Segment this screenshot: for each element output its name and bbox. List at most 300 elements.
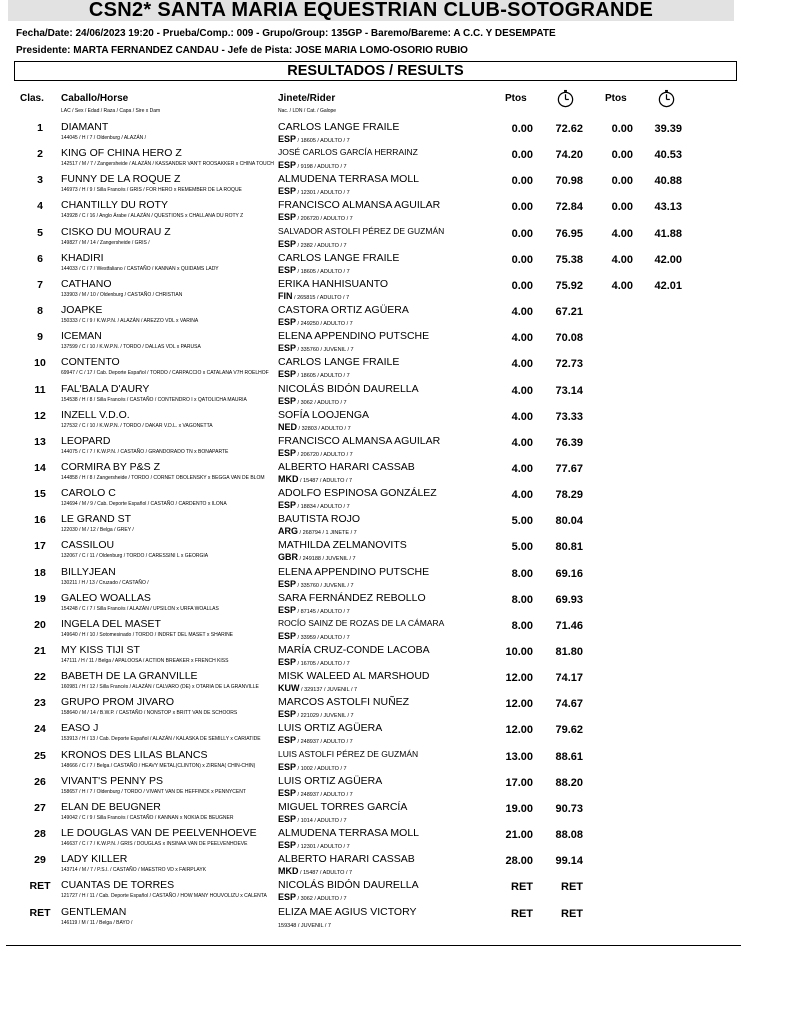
rider-license: / 32803 / ADULTO / 7 — [298, 425, 351, 432]
horse-details: 122030 / M / 12 / Belga / GREY / — [61, 527, 134, 534]
horse-details: 149640 / H / 10 / Sotomesinado / TORDO / INDRET DEL MASET x SHARINE — [61, 631, 234, 638]
round1-points: 8.00 — [511, 593, 533, 606]
horse-details: 150333 / C / 9 / K.W.P.N. / ALAZÁN / AREZZO VDL x VARINA — [61, 318, 199, 325]
rider-license: / 18834 / ADULTO / 7 — [297, 504, 350, 511]
jumpoff-points: 0.00 — [611, 201, 633, 214]
horse-name: EASO J — [61, 722, 99, 735]
round1-points: 5.00 — [511, 541, 533, 554]
horse-name: KING OF CHINA HERO Z — [61, 147, 182, 160]
rider-details — [278, 683, 357, 693]
rider-details — [278, 919, 331, 929]
round1-time: 72.84 — [555, 201, 583, 214]
horse-details: 147111 / H / 11 / Belga / APALOOSA / ACTION BREAKER x FRENCH KISS — [61, 658, 229, 664]
horse-name: ICEMAN — [61, 330, 102, 343]
rank: 28 — [34, 828, 46, 841]
horse-name: GALEO WOALLAS — [61, 591, 151, 604]
rider-name: MATHILDA ZELMANOVITS — [278, 539, 407, 552]
round1-points: 0.00 — [511, 201, 533, 214]
round1-points: 0.00 — [511, 227, 533, 240]
rider-name: SALVADOR ASTOLFI PÉREZ DE GUZMÁN — [278, 225, 445, 236]
table-row — [0, 434, 800, 460]
rider-license: / 268794 / 1 JINETE / 7 — [299, 530, 357, 537]
rider-details — [278, 892, 347, 902]
rider-license: / 18605 / ADULTO / 7 — [297, 138, 350, 144]
horse-details: 144858 / H / 8 / Zangersheide / TORDO / CORNET OBOLENSKY x BEGGA VAN DE BLOM — [61, 474, 265, 481]
rank: RET — [29, 906, 51, 919]
jumpoff-time: 42.00 — [654, 253, 682, 266]
round1-points: 8.00 — [511, 567, 533, 580]
round1-points: 13.00 — [505, 750, 533, 763]
rider-nation: ESP — [278, 657, 297, 667]
rider-name: MARÍA CRUZ-CONDE LACOBA — [278, 644, 430, 656]
rider-license: / 249188 / JUVENIL / 7 — [299, 556, 356, 563]
horse-name: KRONOS DES LILAS BLANCS — [61, 748, 208, 761]
round1-points: 4.00 — [511, 436, 533, 449]
jumpoff-time: 40.53 — [654, 149, 682, 162]
rider-nation: ESP — [278, 813, 297, 824]
round1-time: 79.62 — [555, 724, 583, 737]
rider-license: 159348 / JUVENIL / 7 — [278, 922, 331, 929]
horse-name: CORMIRA BY P&S Z — [61, 460, 160, 473]
rank: 10 — [34, 357, 46, 370]
table-row — [0, 748, 800, 774]
round1-points: 4.00 — [511, 489, 533, 502]
round1-points: 8.00 — [511, 619, 533, 632]
rider-nation: ESP — [278, 447, 297, 458]
rider-nation: KUW — [278, 683, 300, 694]
round1-time: 69.16 — [555, 567, 583, 580]
rank: 5 — [37, 226, 43, 239]
rider-details — [278, 474, 352, 484]
rider-license: / 335760 / JUVENIL / 7 — [297, 347, 354, 354]
round1-points: 21.00 — [505, 829, 533, 842]
horse-name: INZELL V.D.O. — [61, 408, 130, 421]
horse-name: JOAPKE — [61, 304, 103, 317]
table-row — [0, 251, 800, 277]
rider-license: / 335760 / JUVENIL / 7 — [297, 582, 354, 589]
table-row — [0, 852, 800, 878]
rider-nation: ESP — [278, 317, 297, 328]
rider-name: MISK WALEED AL MARSHOUD — [278, 670, 430, 683]
horse-details: 144033 / C / 7 / Westfaliano / CASTAÑO / KANNAN x QUIDAMS LADY — [61, 265, 219, 272]
jumpoff-time: 39.39 — [654, 123, 682, 135]
rider-license: / 221029 / JUVENIL / 7 — [297, 713, 354, 720]
horse-details: 132067 / C / 11 / Oldenburg / TORDO / CARESSINI L x GEORGIA — [61, 553, 209, 560]
rider-name: ELIZA MAE AGIUS VICTORY — [278, 905, 417, 918]
horse-details: 146119 / M / 11 / Belga / BAYO / — [61, 919, 133, 926]
round1-points: 4.00 — [511, 306, 533, 319]
rider-license: / 3062 / ADULTO / 7 — [297, 896, 347, 903]
rider-license: / 12301 / ADULTO / 7 — [297, 190, 350, 197]
rider-name: ELENA APPENDINO PUTSCHE — [278, 330, 430, 343]
rank: 8 — [37, 305, 43, 318]
round1-points: 5.00 — [511, 515, 533, 528]
round1-points: 28.00 — [505, 855, 533, 868]
round1-time: 75.92 — [555, 279, 583, 292]
rider-details — [278, 160, 347, 170]
horse-details: 143928 / C / 16 / Anglo Árabe / ALAZÁN / QUESTIONS x CHALLANA DU ROTY Z — [61, 213, 244, 220]
rider-name: FRANCISCO ALMANSA AGUILAR — [278, 199, 441, 212]
col-header-rider: Jinete/Rider — [278, 93, 336, 104]
rider-details — [278, 605, 350, 615]
table-row — [0, 355, 800, 381]
stopwatch-icon — [657, 89, 676, 108]
horse-name: CAROLO C — [61, 487, 116, 500]
rank: 20 — [34, 618, 46, 631]
round1-time: 90.73 — [555, 802, 583, 815]
rider-details — [278, 579, 354, 589]
rider-license: / 249250 / ADULTO / 7 — [297, 321, 353, 328]
rider-name: ERIKA HANHISUANTO — [278, 277, 389, 290]
rider-nation: ESP — [278, 212, 297, 223]
round1-points: RET — [511, 881, 533, 894]
round1-time: 80.81 — [555, 541, 583, 554]
horse-name: VIVANT'S PENNY PS — [61, 774, 163, 787]
rider-details — [278, 317, 353, 327]
col-subheader-horse: LAC / Sex / Edad / Raza / Capa / Sire x Dam — [61, 108, 161, 114]
rider-nation: ESP — [278, 238, 297, 249]
table-row — [0, 878, 800, 904]
rider-details — [278, 291, 349, 301]
rider-nation: ESP — [278, 840, 297, 851]
horse-details: 153913 / H / 13 / Cab. Deporte Español / ALAZÁN / KALASKA DE SEMILLY x CARIATIDE — [61, 736, 261, 743]
round1-time: 75.38 — [555, 253, 583, 266]
horse-details: 69947 / C / 17 / Cab. Deporte Español / TORDO / CARPACCIO x CATALANA V7H ROELHOF — [61, 370, 269, 377]
horse-details: 142517 / M / 7 / Zangersheide / ALAZÁN / KASSANDER VAN'T ROOSAKKER x CHINA TOUCH — [61, 161, 274, 168]
rider-name: JOSÉ CARLOS GARCÍA HERRAINZ — [278, 147, 418, 158]
round1-time: 70.98 — [555, 175, 583, 188]
rider-name: BAUTISTA ROJO — [278, 513, 361, 526]
stopwatch-icon — [556, 89, 575, 108]
rider-nation: ESP — [278, 395, 297, 406]
horse-name: BILLYJEAN — [61, 565, 116, 578]
horse-details: 143714 / M / 7 / P.S.I. / CASTAÑO / MAESTRO VD x FAIRPLAYK — [61, 867, 207, 874]
rider-name: SARA FERNÁNDEZ REBOLLO — [278, 591, 426, 604]
round1-time: 71.46 — [555, 619, 583, 632]
round1-time: 88.20 — [555, 776, 583, 789]
rank: 14 — [34, 461, 46, 474]
table-row — [0, 905, 800, 931]
table-row — [0, 460, 800, 486]
horse-name: LADY KILLER — [61, 853, 128, 866]
rank: 12 — [34, 409, 46, 422]
rider-details — [278, 735, 353, 745]
rider-nation: ESP — [278, 264, 297, 275]
col-subheader-rider: Nac. / LDN / Cat. / Galope — [278, 108, 337, 114]
rank: 23 — [34, 697, 46, 710]
rider-nation: MKD — [278, 473, 299, 484]
rider-nation: ESP — [278, 735, 297, 746]
rider-license: / 18605 / ADULTO / 7 — [297, 373, 350, 380]
horse-details: 130211 / H / 13 / Cruzado / CASTAÑO / — [61, 579, 149, 586]
rank: 13 — [34, 435, 46, 448]
table-row — [0, 486, 800, 512]
rider-nation: ESP — [278, 604, 297, 615]
rank: 27 — [34, 801, 46, 814]
horse-details: 154248 / C / 7 / Silla Francés / ALAZÁN / UPSILON x URFA WOALLAS — [61, 605, 219, 612]
rider-nation: ESP — [278, 343, 297, 354]
horse-details: 121727 / H / 11 / Cab. Deporte Español / CASTAÑO / HOW MANY HOUVOLIZU x CALENTA — [61, 893, 267, 900]
rider-details — [278, 552, 356, 562]
jumpoff-time: 40.88 — [654, 175, 682, 188]
rider-license: / 206720 / ADULTO / 7 — [297, 451, 353, 458]
col-header-ptos-jumpoff: Ptos — [605, 93, 627, 104]
round1-points: 0.00 — [511, 123, 533, 135]
horse-name: GRUPO PROM JIVARO — [61, 696, 174, 709]
table-row — [0, 512, 800, 538]
rider-nation: ESP — [278, 500, 297, 511]
rider-details — [278, 369, 350, 379]
table-row — [0, 408, 800, 434]
rider-license: / 265815 / ADULTO / 7 — [294, 294, 350, 301]
rider-details — [278, 866, 352, 876]
horse-details: 124694 / M / 9 / Cab. Deporte Español / CASTAÑO / CARDENTO x ILONA — [61, 501, 227, 508]
rank: 3 — [37, 174, 43, 187]
round1-time: 67.21 — [555, 306, 583, 319]
rider-name: ALMUDENA TERRASA MOLL — [278, 827, 420, 840]
round1-points: 12.00 — [505, 672, 533, 685]
rider-details — [278, 396, 347, 406]
round1-time: 69.93 — [555, 593, 583, 606]
round1-time: RET — [561, 907, 583, 920]
table-row — [0, 538, 800, 564]
rank: 9 — [37, 331, 43, 344]
horse-name: CISKO DU MOURAU Z — [61, 225, 171, 238]
rank: 2 — [37, 148, 43, 161]
col-header-ptos-round1: Ptos — [505, 93, 527, 104]
table-row — [0, 225, 800, 251]
round1-points: RET — [511, 907, 533, 920]
round1-points: 0.00 — [511, 253, 533, 266]
rank: 16 — [34, 514, 46, 527]
col-header-clas: Clas. — [20, 93, 44, 104]
horse-details: 154538 / H / 8 / Silla Francés / CASTAÑO / CONTENDRO I x QATOLICHA MAURIA — [61, 396, 247, 403]
rider-details — [278, 212, 353, 222]
officials-info: Presidente: MARTA FERNANDEZ CANDAU - Jefe de Pista: JOSE MARIA LOMO-OSORIO RUBIO — [16, 45, 468, 56]
round1-points: 4.00 — [511, 410, 533, 423]
round1-time: 73.14 — [555, 384, 583, 397]
round1-points: 0.00 — [511, 175, 533, 188]
jumpoff-points: 0.00 — [611, 149, 633, 162]
round1-points: 4.00 — [511, 462, 533, 475]
rider-name: CARLOS LANGE FRAILE — [278, 356, 400, 369]
rider-license: / 3062 / ADULTO / 7 — [297, 399, 347, 406]
rider-nation: ESP — [278, 369, 297, 380]
rank: 24 — [34, 723, 46, 736]
rider-details — [278, 840, 350, 850]
table-row — [0, 617, 800, 643]
jumpoff-points: 0.00 — [611, 123, 633, 135]
table-bottom-rule — [6, 945, 741, 946]
jumpoff-time: 43.13 — [654, 201, 682, 214]
rider-nation: ESP — [278, 787, 297, 798]
horse-name: MY KISS TIJI ST — [61, 644, 140, 656]
rank: 22 — [34, 671, 46, 684]
horse-details: 149827 / M / 14 / Zangersheide / GRIS / — [61, 239, 150, 246]
rider-details — [278, 526, 357, 536]
jumpoff-points: 4.00 — [611, 227, 633, 240]
rider-details — [278, 186, 350, 196]
round1-time: 81.80 — [555, 646, 583, 658]
rider-nation: ESP — [278, 186, 297, 197]
horse-name: INGELA DEL MASET — [61, 617, 161, 630]
rider-name: LUIS ASTOLFI PÉREZ DE GUZMÁN — [278, 748, 419, 759]
rider-details — [278, 631, 350, 641]
rider-name: NICOLÁS BIDÓN DAURELLA — [278, 382, 419, 395]
round1-points: 12.00 — [505, 724, 533, 737]
rider-details — [278, 134, 350, 144]
round1-time: 72.73 — [555, 358, 583, 371]
rider-nation: NED — [278, 421, 298, 432]
round1-time: 73.33 — [555, 410, 583, 423]
horse-details: 127532 / C / 10 / K.W.P.N. / TORDO / DAKAR V.D.L. x VAGONETTA — [61, 422, 213, 429]
rider-license: / 206720 / ADULTO / 7 — [297, 216, 353, 223]
rider-license: / 15487 / ADULTO / 7 — [300, 870, 353, 877]
rider-details — [278, 657, 350, 667]
table-row — [0, 172, 800, 198]
rider-nation: ESP — [278, 134, 297, 144]
round1-time: 88.08 — [555, 829, 583, 842]
horse-details: 144075 / C / 7 / K.W.P.N. / CASTAÑO / GRANDORADO TN x BONAPARTE — [61, 448, 229, 455]
competition-info: Fecha/Date: 24/06/2023 19:20 - Prueba/Comp.: 009 - Grupo/Group: 135GP - Baremo/Bareme: A C.C. Y DESEMPATE — [16, 28, 556, 39]
rider-details — [278, 239, 347, 249]
round1-points: 4.00 — [511, 358, 533, 371]
rider-details — [278, 500, 350, 510]
round1-time: 74.20 — [555, 149, 583, 162]
rider-name: FRANCISCO ALMANSA AGUILAR — [278, 434, 441, 447]
rider-nation: ESP — [278, 709, 297, 720]
rider-name: SOFÍA LOOJENGA — [278, 408, 370, 421]
rider-nation: MKD — [278, 866, 299, 877]
horse-name: CHANTILLY DU ROTY — [61, 199, 168, 212]
rank: RET — [29, 880, 51, 893]
rider-details — [278, 762, 347, 772]
rider-details — [278, 448, 353, 458]
rider-nation: ESP — [278, 630, 297, 641]
horse-details: 133903 / M / 10 / Oldenburg / CASTAÑO / CHRISTIAN — [61, 291, 183, 298]
rider-license: / 87145 / ADULTO / 7 — [297, 608, 350, 615]
table-row — [0, 695, 800, 721]
jumpoff-points: 4.00 — [611, 253, 633, 266]
horse-name: GENTLEMAN — [61, 905, 127, 918]
rider-nation: ARG — [278, 526, 298, 537]
horse-name: LE GRAND ST — [61, 513, 132, 526]
rider-nation: GBR — [278, 552, 298, 563]
round1-time: 78.29 — [555, 489, 583, 502]
table-row — [0, 120, 800, 146]
horse-name: LE DOUGLAS VAN DE PEELVENHOEVE — [61, 827, 257, 840]
table-row — [0, 277, 800, 303]
round1-time: RET — [561, 881, 583, 894]
rider-name: ELENA APPENDINO PUTSCHE — [278, 565, 430, 578]
horse-details: 144045 / H / 7 / Oldenburg / ALAZÁN / — [61, 135, 147, 141]
results-banner: RESULTADOS / RESULTS — [14, 61, 737, 81]
round1-points: 10.00 — [505, 646, 533, 658]
round1-time: 70.08 — [555, 332, 583, 345]
rider-name: LUIS ORTIZ AGÜERA — [278, 722, 383, 735]
table-row — [0, 565, 800, 591]
rider-details — [278, 814, 347, 824]
table-row — [0, 303, 800, 329]
rider-license: / 9198 / ADULTO / 7 — [297, 164, 347, 171]
round1-points: 12.00 — [505, 698, 533, 711]
rider-name: ADOLFO ESPINOSA GONZÁLEZ — [278, 487, 437, 500]
rider-name: ALBERTO HARARI CASSAB — [278, 853, 415, 866]
rank: 18 — [34, 566, 46, 579]
rider-nation: ESP — [278, 892, 297, 903]
horse-details: 148666 / C / 7 / Belga / CASTAÑO / HEAVY METAL(CLINTON) x ZIRENA( CHIN-CHIN) — [61, 762, 256, 769]
round1-time: 99.14 — [555, 855, 583, 868]
rider-name: ROCÍO SAINZ DE ROZAS DE LA CÁMARA — [278, 617, 445, 628]
rider-details — [278, 422, 351, 432]
rider-details — [278, 343, 354, 353]
rider-license: / 1014 / ADULTO / 7 — [297, 817, 347, 824]
horse-name: KHADIRI — [61, 251, 104, 264]
horse-name: BABETH DE LA GRANVILLE — [61, 670, 198, 683]
rider-name: MARCOS ASTOLFI NUÑEZ — [278, 696, 410, 709]
rider-license: / 248937 / ADULTO / 7 — [297, 739, 353, 746]
horse-details: 146637 / C / 7 / K.W.P.N. / GRIS / DOUGLAS x INSINAA VAN DE PEELVENHOEVE — [61, 841, 248, 848]
rider-name: ALMUDENA TERRASA MOLL — [278, 173, 420, 186]
rider-name: CASTORA ORTIZ AGÜERA — [278, 304, 409, 317]
round1-time: 72.62 — [555, 123, 583, 135]
jumpoff-time: 42.01 — [654, 279, 682, 292]
jumpoff-points: 4.00 — [611, 279, 633, 292]
rider-license: / 15487 / ADULTO / 7 — [300, 477, 353, 484]
rider-nation: ESP — [278, 578, 297, 589]
rider-license: / 329137 / JUVENIL / 7 — [301, 687, 358, 694]
rider-details — [278, 265, 350, 275]
rider-nation: ESP — [278, 761, 297, 772]
horse-name: CATHANO — [61, 277, 112, 290]
rider-license: / 12301 / ADULTO / 7 — [297, 844, 350, 851]
rider-details — [278, 788, 353, 798]
rider-license: / 1002 / ADULTO / 7 — [297, 765, 347, 772]
round1-time: 76.39 — [555, 436, 583, 449]
rank: 6 — [37, 252, 43, 265]
table-row — [0, 800, 800, 826]
rank: 17 — [34, 540, 46, 553]
page-title: CSN2* SANTA MARIA EQUESTRIAN CLUB-SOTOGRANDE — [8, 0, 734, 21]
table-row — [0, 382, 800, 408]
table-row — [0, 643, 800, 669]
jumpoff-points: 0.00 — [611, 175, 633, 188]
rider-license: / 16705 / ADULTO / 7 — [297, 661, 350, 667]
table-row — [0, 329, 800, 355]
table-row — [0, 826, 800, 852]
rider-license: / 18605 / ADULTO / 7 — [297, 268, 350, 275]
rider-name: NICOLÁS BIDÓN DAURELLA — [278, 879, 419, 892]
round1-time: 74.17 — [555, 672, 583, 685]
rank: 4 — [37, 200, 43, 213]
rank: 26 — [34, 775, 46, 788]
jumpoff-time: 41.88 — [654, 227, 682, 240]
table-row — [0, 146, 800, 172]
horse-name: ELAN DE BEUGNER — [61, 800, 161, 813]
horse-details: 146973 / H / 9 / Silla Francés / GRIS / FOR HERO x REMEMBER DE LA ROQUE — [61, 187, 242, 194]
rider-name: CARLOS LANGE FRAILE — [278, 251, 400, 264]
table-row — [0, 721, 800, 747]
rank: 11 — [34, 383, 46, 396]
table-row — [0, 669, 800, 695]
table-row — [0, 198, 800, 224]
horse-name: CUANTAS DE TORRES — [61, 879, 175, 892]
round1-points: 4.00 — [511, 384, 533, 397]
col-header-horse: Caballo/Horse — [61, 93, 129, 104]
rider-name: MIGUEL TORRES GARCÍA — [278, 800, 408, 813]
round1-points: 0.00 — [511, 149, 533, 162]
round1-time: 76.95 — [555, 227, 583, 240]
